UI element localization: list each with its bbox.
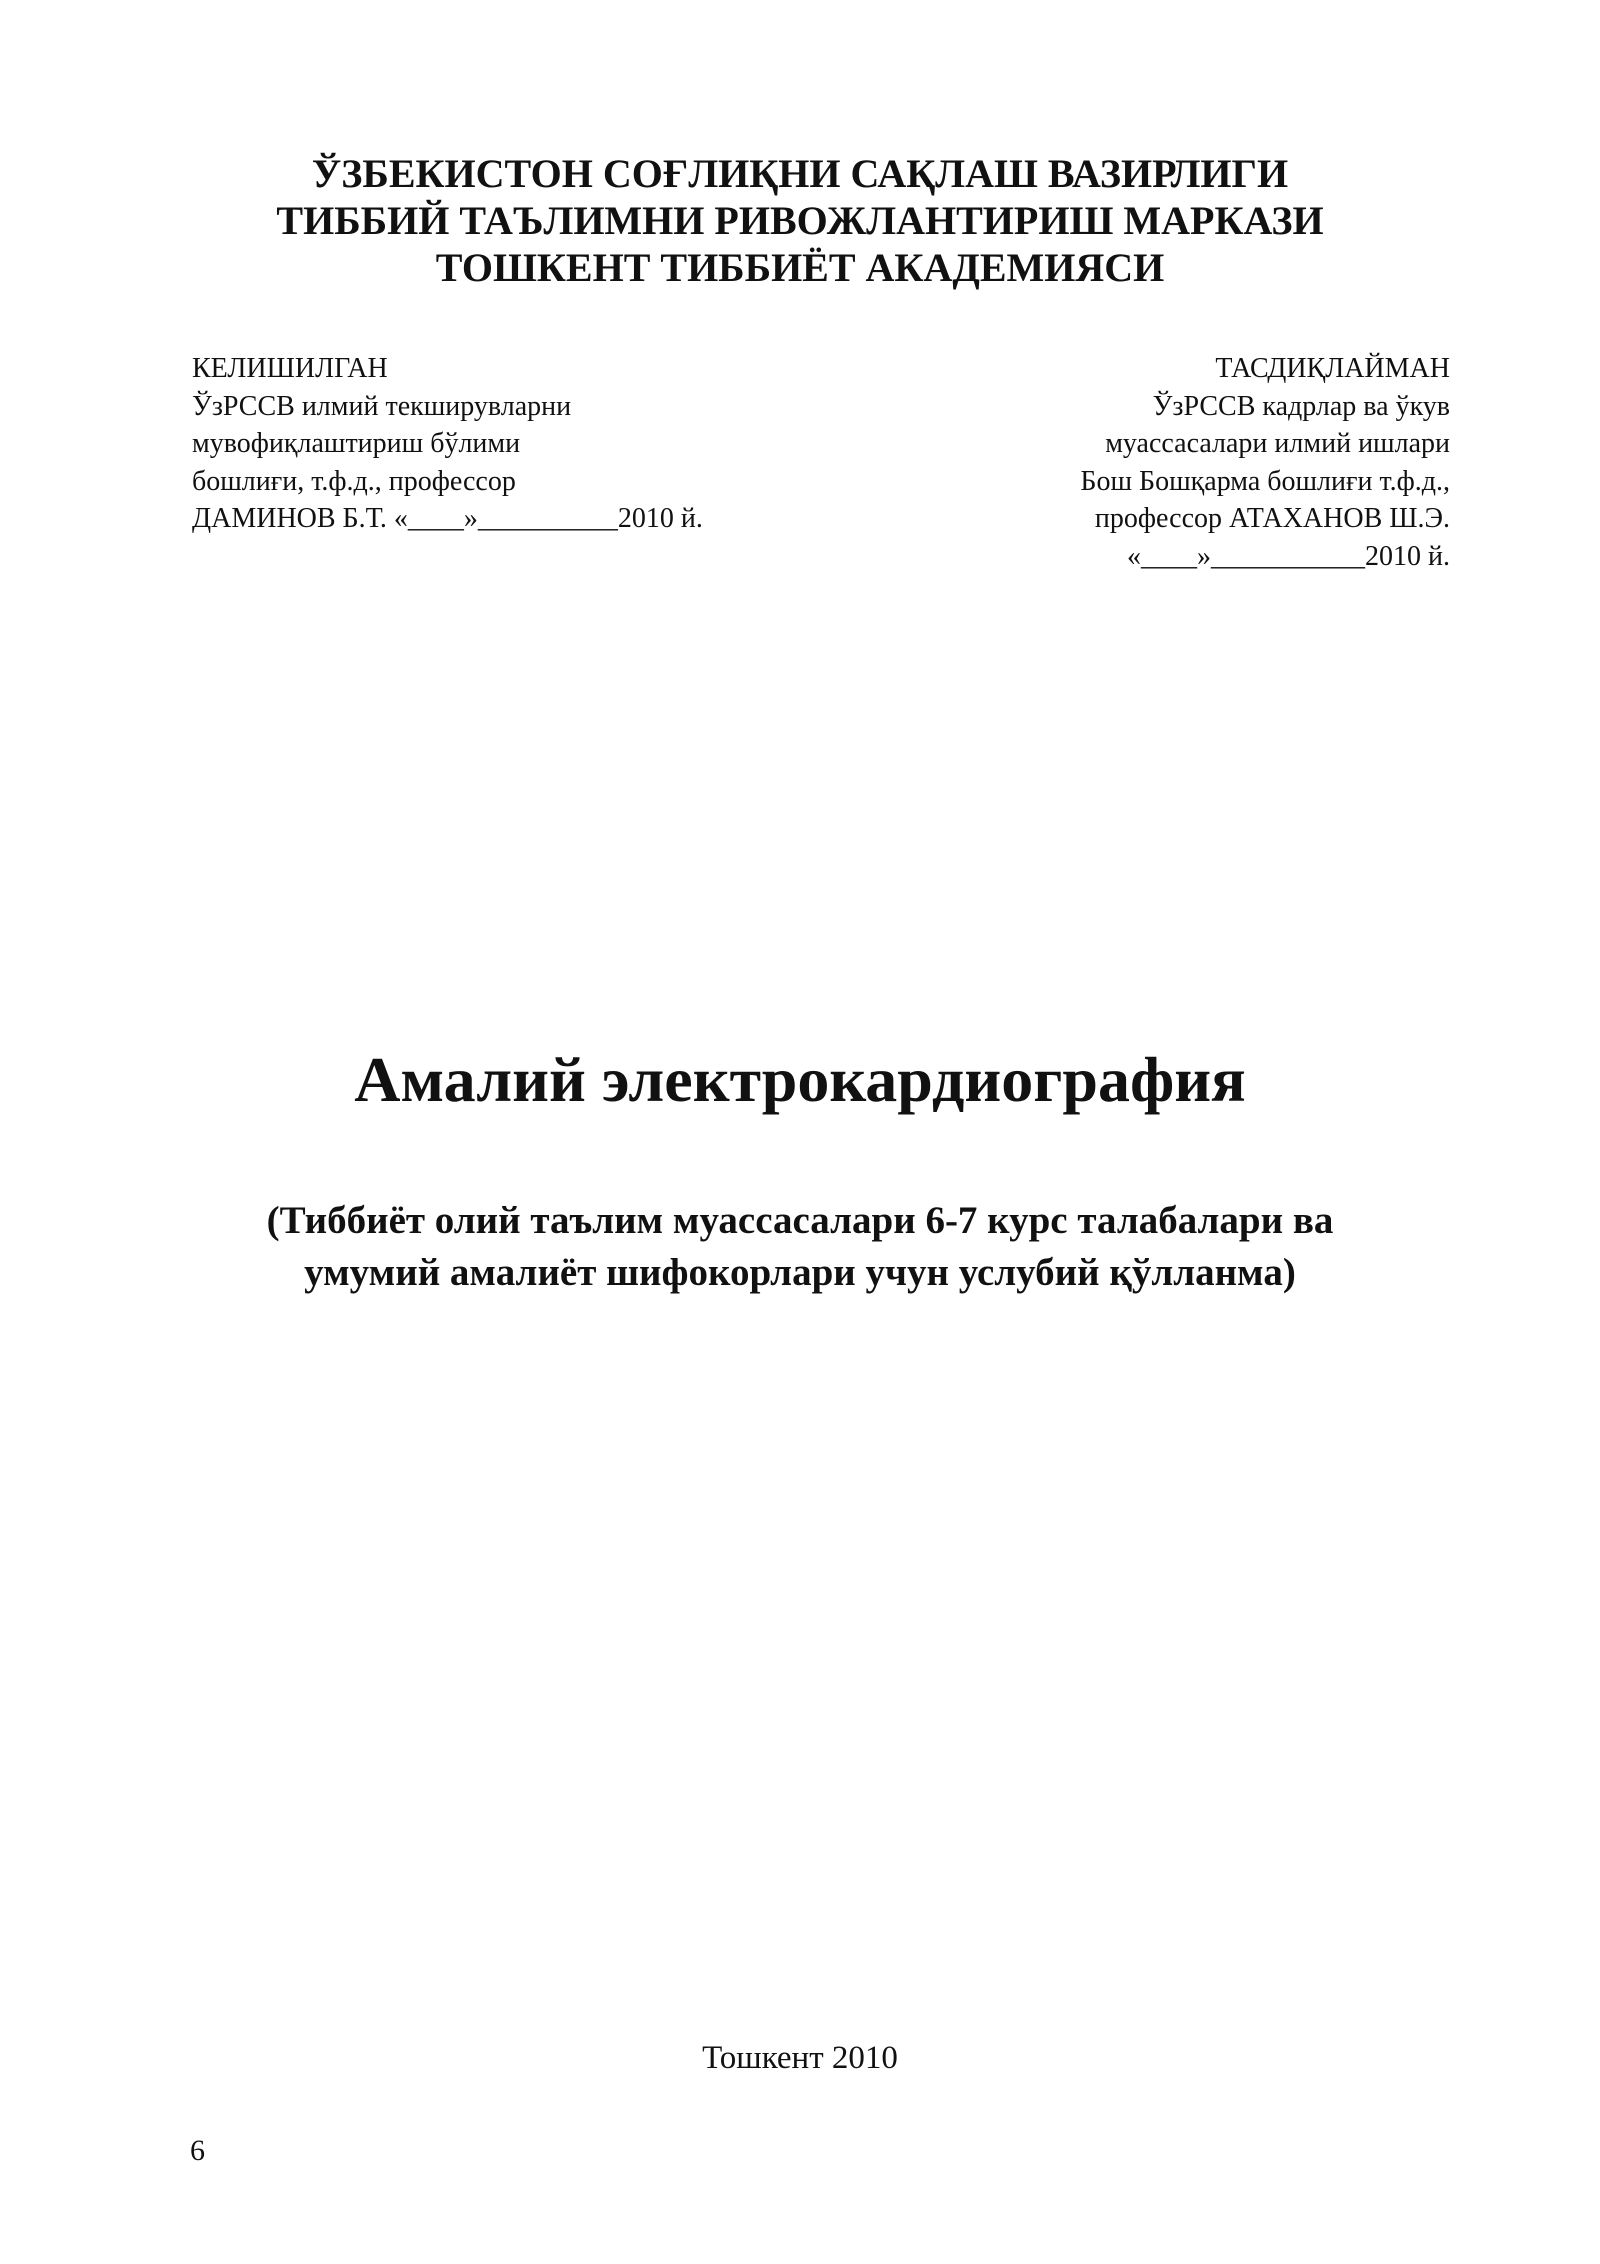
approved-heading: ТАСДИҚЛАЙМАН bbox=[1215, 353, 1450, 384]
place-and-year: Тошкент 2010 bbox=[702, 2040, 898, 2076]
agreed-signature-line: ДАМИНОВ Б.Т. «____»__________2010 й. bbox=[192, 503, 703, 534]
approved-block bbox=[1080, 350, 1450, 575]
header-line: ТИББИЙ ТАЪЛИМНИ РИВОЖЛАНТИРИШ МАРКАЗИ bbox=[276, 198, 1324, 243]
page-number: 6 bbox=[190, 2134, 205, 2167]
agreed-line: мувофиқлаштириш бўлими bbox=[192, 428, 521, 459]
approved-line: Бош Бошқарма бошлиғи т.ф.д., bbox=[1080, 465, 1450, 497]
agreed-block bbox=[192, 350, 703, 538]
agreed-line: ЎзРССВ илмий текширувларни bbox=[192, 390, 572, 422]
subtitle-line: умумий амалиёт шифокорлари учун услубий қўлланма) bbox=[304, 1251, 1296, 1294]
document-subtitle bbox=[0, 1195, 1600, 1299]
approved-date-line: «____»___________2010 й. bbox=[1127, 540, 1450, 572]
approved-line: профессор АТАХАНОВ Ш.Э. bbox=[1094, 503, 1450, 534]
agreed-line: бошлиғи, т.ф.д., профессор bbox=[192, 465, 516, 497]
approved-line: ЎзРССВ кадрлар ва ўкув bbox=[1152, 390, 1450, 422]
header-line: ЎЗБЕКИСТОН СОҒЛИҚНИ САҚЛАШ ВАЗИРЛИГИ bbox=[311, 151, 1289, 196]
header-line: ТОШКЕНТ ТИББИЁТ АКАДЕМИЯСИ bbox=[435, 245, 1165, 290]
document-title: Амалий электрокардиография bbox=[354, 1044, 1246, 1115]
subtitle-line: (Тиббиёт олий таълим муассасалари 6-7 курс талабалари ва bbox=[266, 1199, 1334, 1242]
agreed-heading: КЕЛИШИЛГАН bbox=[192, 353, 388, 384]
ministry-header bbox=[0, 150, 1600, 291]
approved-line: муассасалари илмий ишлари bbox=[1105, 428, 1450, 459]
